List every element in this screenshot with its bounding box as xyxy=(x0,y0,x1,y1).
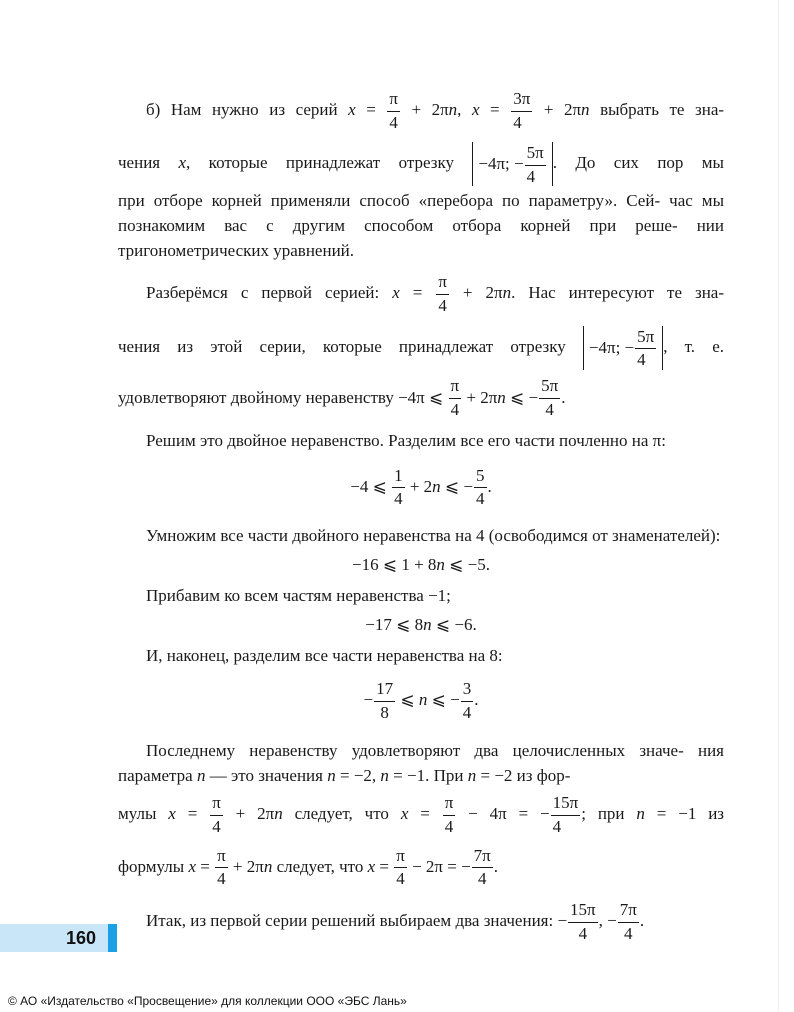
page-number: 160 xyxy=(66,928,97,948)
paragraph-first-series-line1: Разберёмся с первой серией: x = $\frac{\pi}{4}$ + 2πn. Нас интересуют те зна- xyxy=(146,272,724,315)
paragraph-formula-line2: формулы x = $\frac{\pi}{4}$ + 2πn следует, что x = $\frac{\pi}{4}$ − 2π = − $\frac{7\pi}{4}$ . xyxy=(118,845,499,889)
copyright-notice: © АО «Издательство «Просвещение» для коллекции ООО «ЭБС Лань» xyxy=(8,994,407,1008)
page-edge-rule xyxy=(778,0,779,1012)
segment-bracket-2: −4π; − $\frac{5\pi}{4}$ xyxy=(583,326,663,370)
paragraph-add: Прибавим ко всем частям неравенства −1; xyxy=(146,586,451,606)
paragraph-b-rest: при отборе корней применяли способ «перебора по параметру». Сей- час мы познакомим вас с другим способом отбора корней при реше- нии тригонометрических уравнений. xyxy=(118,191,724,261)
fraction-3pi-4: $\frac{3\pi}{4}$ xyxy=(513,88,531,132)
paragraph-solve: Решим это двойное неравенство. Разделим все его части почленно на π: xyxy=(146,430,666,450)
equation-4: − $\frac{17}{8}$ ⩽ n ⩽ − $\frac{3}{4}$ . xyxy=(363,679,479,722)
paragraph-first-series-line3: удовлетворяют двойному неравенству −4π ⩽ $\frac{\pi}{4}$ + 2πn ⩽ − $\frac{5\pi}{4}$ . xyxy=(118,376,566,420)
paragraph-b-line1: б) Нам нужно из серий x = $\frac{\pi}{4}$ + 2πn, x = $\frac{3\pi}{4}$ + 2πn выбрать те зна- xyxy=(146,88,725,132)
page-body xyxy=(118,88,724,943)
paragraph-b-line2: чения x, которые принадлежат отрезку −4π; − $\frac{5\pi}{4}$ . До сих пор мы xyxy=(118,143,724,186)
equation-3: −17 ⩽ 8n ⩽ −6. xyxy=(365,615,477,635)
page-number-accent xyxy=(108,924,117,952)
segment-bracket: −4π; − $\frac{5\pi}{4}$ xyxy=(472,142,552,186)
paragraph-conclusion: Итак, из первой серии решений выбираем два значения: − $\frac{15\pi}{4}$ , − $\frac{7\pi}{4}$ . xyxy=(146,899,645,943)
paragraph-divide: И, наконец, разделим все части неравенства на 8: xyxy=(146,646,503,666)
equation-2: −16 ⩽ 1 + 8n ⩽ −5. xyxy=(351,555,490,575)
paragraph-multiply: Умножим все части двойного неравенства на 4 (освободимся от знаменателей): xyxy=(146,526,721,546)
fraction-pi-4: $\frac{\pi}{4}$ xyxy=(389,88,398,132)
paragraph-formula-line1: мулы x = $\frac{\pi}{4}$ + 2πn следует, что x = $\frac{\pi}{4}$ − 4π = − $\frac{15\pi}{4}$ ; при n = −1 из xyxy=(118,793,725,836)
equation-1: −4 ⩽ $\frac{1}{4}$ + 2n ⩽ − $\frac{5}{4}$ . xyxy=(350,465,492,509)
paragraph-first-series-line2: чения из этой серии, которые принадлежат отрезку −4π; − $\frac{5\pi}{4}$ , т. е. xyxy=(118,326,724,370)
paragraph-integer-values: Последнему неравенству удовлетворяют два целочисленных значе- ния параметра n — это значения n = −2, n = −1. При n = −2 из фор- xyxy=(118,741,724,786)
